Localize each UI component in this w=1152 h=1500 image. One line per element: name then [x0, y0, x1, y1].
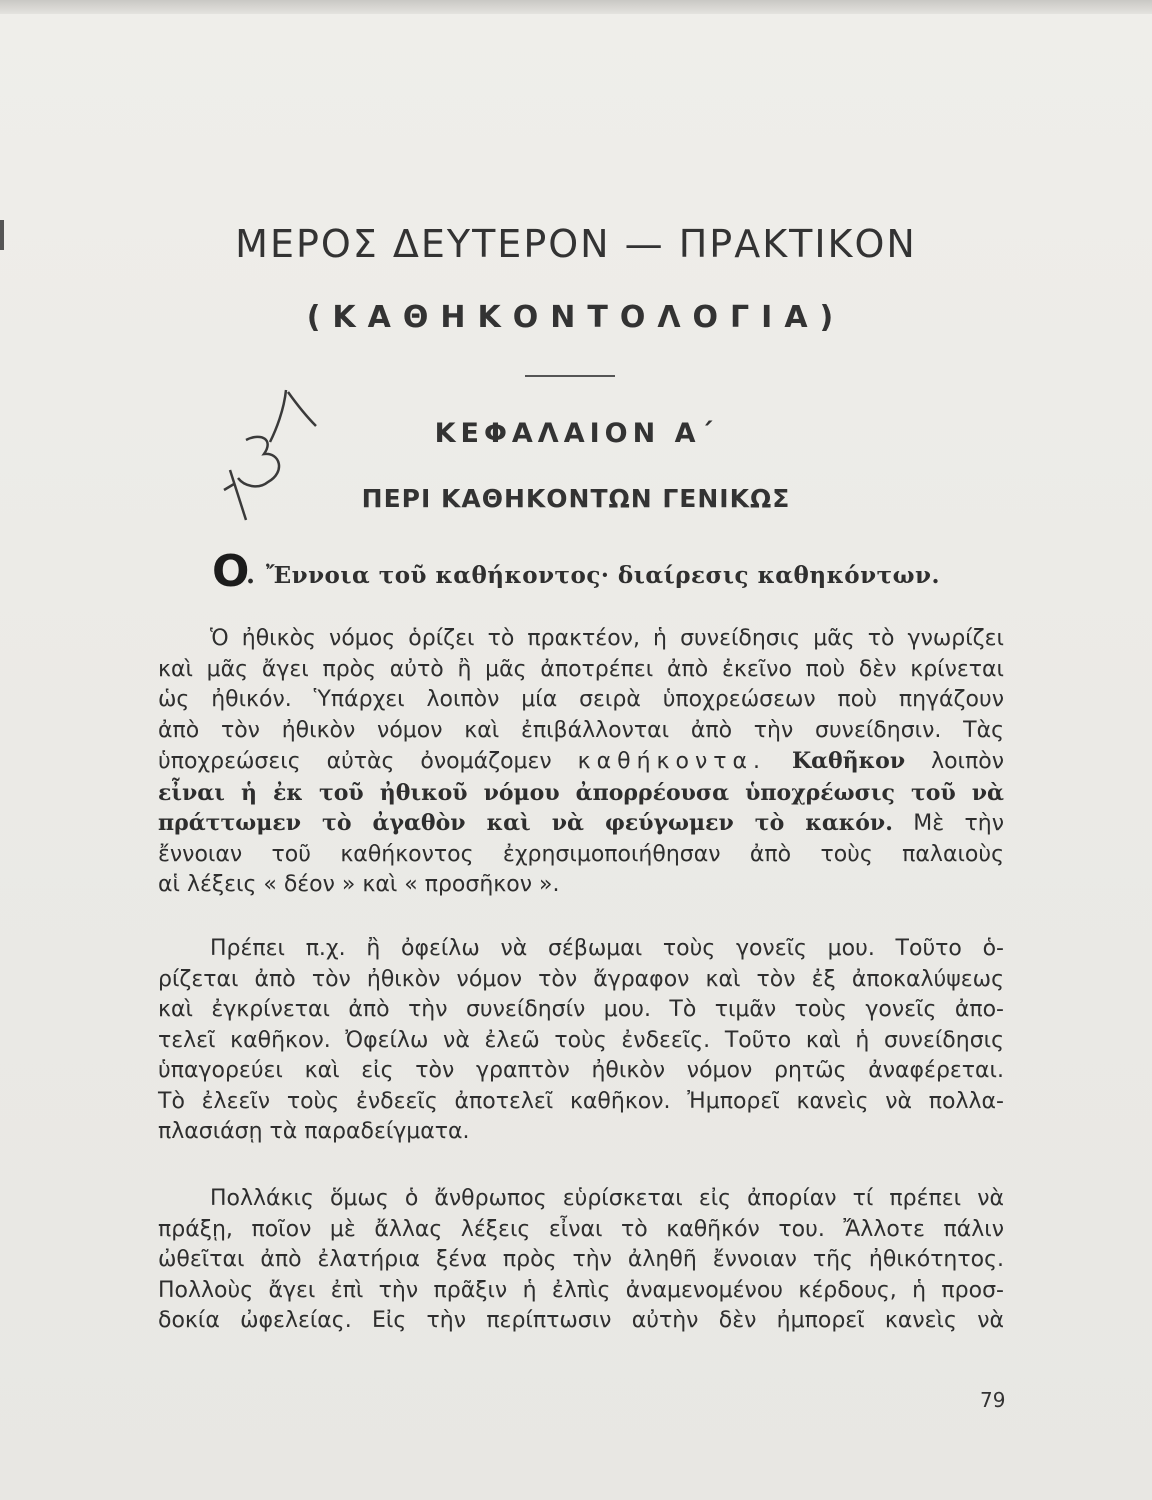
- term-bold: Καθῆκον: [791, 748, 906, 774]
- section-number: Ο: [212, 546, 248, 597]
- text-line: Πολλοὺς ἄγει ἐπὶ τὴν πρᾶξιν ἡ ἐλπὶς ἀναμενομένου κέρδους, ἡ προσ-: [158, 1277, 1004, 1303]
- chapter-subtitle: ΠΕΡΙ ΚΑΘΗΚΟΝΤΩΝ ΓΕΝΙΚΩΣ: [361, 484, 791, 513]
- text-run: ὑποχρεώσεις αὐτὰς ὀνομάζομεν: [158, 749, 552, 774]
- text-line: Ὁ ἠθικὸς νόμος ὁρίζει τὸ πρακτέον, ἡ συνείδησις μᾶς τὸ γνωρίζει: [210, 626, 1004, 651]
- text-line: [158, 808, 1004, 840]
- text-line: ρίζεται ἀπὸ τὸν ἠθικὸν νόμον τὸν ἄγραφον καὶ τὸν ἐξ ἀποκαλύψεως: [158, 966, 1004, 992]
- text-line: ὡς ἠθικόν. Ὑπάρχει λοιπὸν μία σειρὰ ὑποχρεώσεων ποὺ πηγάζουν: [158, 687, 1004, 712]
- definition-line: εἶναι ἡ ἐκ τοῦ ἠθικοῦ νόμου ἀπορρέουσα ὑποχρέωσις τοῦ νὰ: [158, 779, 1004, 806]
- definition-end: πράττωμεν τὸ ἀγαθὸν καὶ νὰ φεύγωμεν τὸ κακόν.: [158, 810, 893, 836]
- text-line: πράξῃ, ποῖον μὲ ἄλλας λέξεις εἶναι τὸ καθῆκόν του. Ἄλλοτε πάλιν: [158, 1216, 1004, 1242]
- paragraph-3: [158, 1184, 1004, 1337]
- text-line: καὶ μᾶς ἄγει πρὸς αὐτὸ ἢ μᾶς ἀποτρέπει ἀπὸ ἐκεῖνο ποὺ δὲν κρίνεται: [158, 656, 1004, 682]
- paragraph-1: [158, 624, 1004, 901]
- chapter-title: ΚΕΦΑΛΑΙΟΝ Α΄: [434, 418, 718, 449]
- text-line: [158, 746, 1004, 778]
- text-line: πλασιάσῃ τὰ παραδείγματα.: [158, 1119, 470, 1144]
- part-title: ΜΕΡΟΣ ΔΕΥΤΕΡΟΝ — ΠΡΑΚΤΙΚΟΝ: [235, 222, 917, 266]
- text-line: αἱ λέξεις « δέον » καὶ « προσῆκον ».: [158, 872, 560, 897]
- handwritten-number-mark: [200, 380, 340, 530]
- text-line: ἀπὸ τὸν ἠθικὸν νόμον καὶ ἐπιβάλλονται ἀπὸ τὴν συνείδησιν. Τὰς: [158, 717, 1004, 743]
- text-line: τελεῖ καθῆκον. Ὀφείλω νὰ ἐλεῶ τοὺς ἐνδεεῖς. Τοῦτο καὶ ἡ συνείδησις: [158, 1027, 1004, 1053]
- part-subtitle: (ΚΑΘΗΚΟΝΤΟΛΟΓΙΑ): [306, 300, 846, 335]
- title-divider: [525, 375, 615, 377]
- text-line: Πολλάκις ὅμως ὁ ἄνθρωπος εὑρίσκεται εἰς ἀπορίαν τί πρέπει νὰ: [210, 1186, 1004, 1211]
- text-line: Τὸ ἐλεεῖν τοὺς ἐνδεεῖς ἀποτελεῖ καθῆκον. Ἠμπορεῖ κανεὶς νὰ πολλα-: [158, 1088, 1004, 1114]
- page-number: 79: [980, 1388, 1006, 1412]
- text-line: ὠθεῖται ἀπὸ ἐλατήρια ξένα πρὸς τὴν ἀληθῆ ἔννοιαν τῆς ἠθικότητος.: [158, 1247, 1004, 1272]
- text-line: ἔννοιαν τοῦ καθήκοντος ἐχρησιμοποιήθησαν ἀπὸ τοὺς παλαιοὺς: [158, 841, 1004, 867]
- text-line: δοκία ὠφελείας. Εἰς τὴν περίπτωσιν αὐτὴν δὲν ἠμπορεῖ κανεὶς νὰ: [158, 1308, 1004, 1333]
- text-run: Μὲ τὴν: [913, 811, 1005, 836]
- section-number-dot: .: [246, 560, 256, 590]
- page-top-edge: [0, 0, 1152, 14]
- text-line: καὶ ἐγκρίνεται ἀπὸ τὴν συνείδησίν μου. Τὸ τιμᾶν τοὺς γονεῖς ἀπο-: [158, 997, 1004, 1022]
- paragraph-2: [158, 934, 1004, 1148]
- text-run: λοιπὸν: [931, 749, 1004, 774]
- term-spaced: καθήκοντα.: [577, 749, 766, 774]
- section-heading: Ἔννοια τοῦ καθήκοντος· διαίρεσις καθηκόντων.: [266, 562, 940, 589]
- text-line: Πρέπει π.χ. ἢ ὀφείλω νὰ σέβωμαι τοὺς γονεῖς μου. Τοῦτο ὁ-: [210, 936, 1004, 961]
- text-line: ὑπαγορεύει καὶ εἰς τὸν γραπτὸν ἠθικὸν νόμον ρητῶς ἀναφέρεται.: [158, 1058, 1004, 1083]
